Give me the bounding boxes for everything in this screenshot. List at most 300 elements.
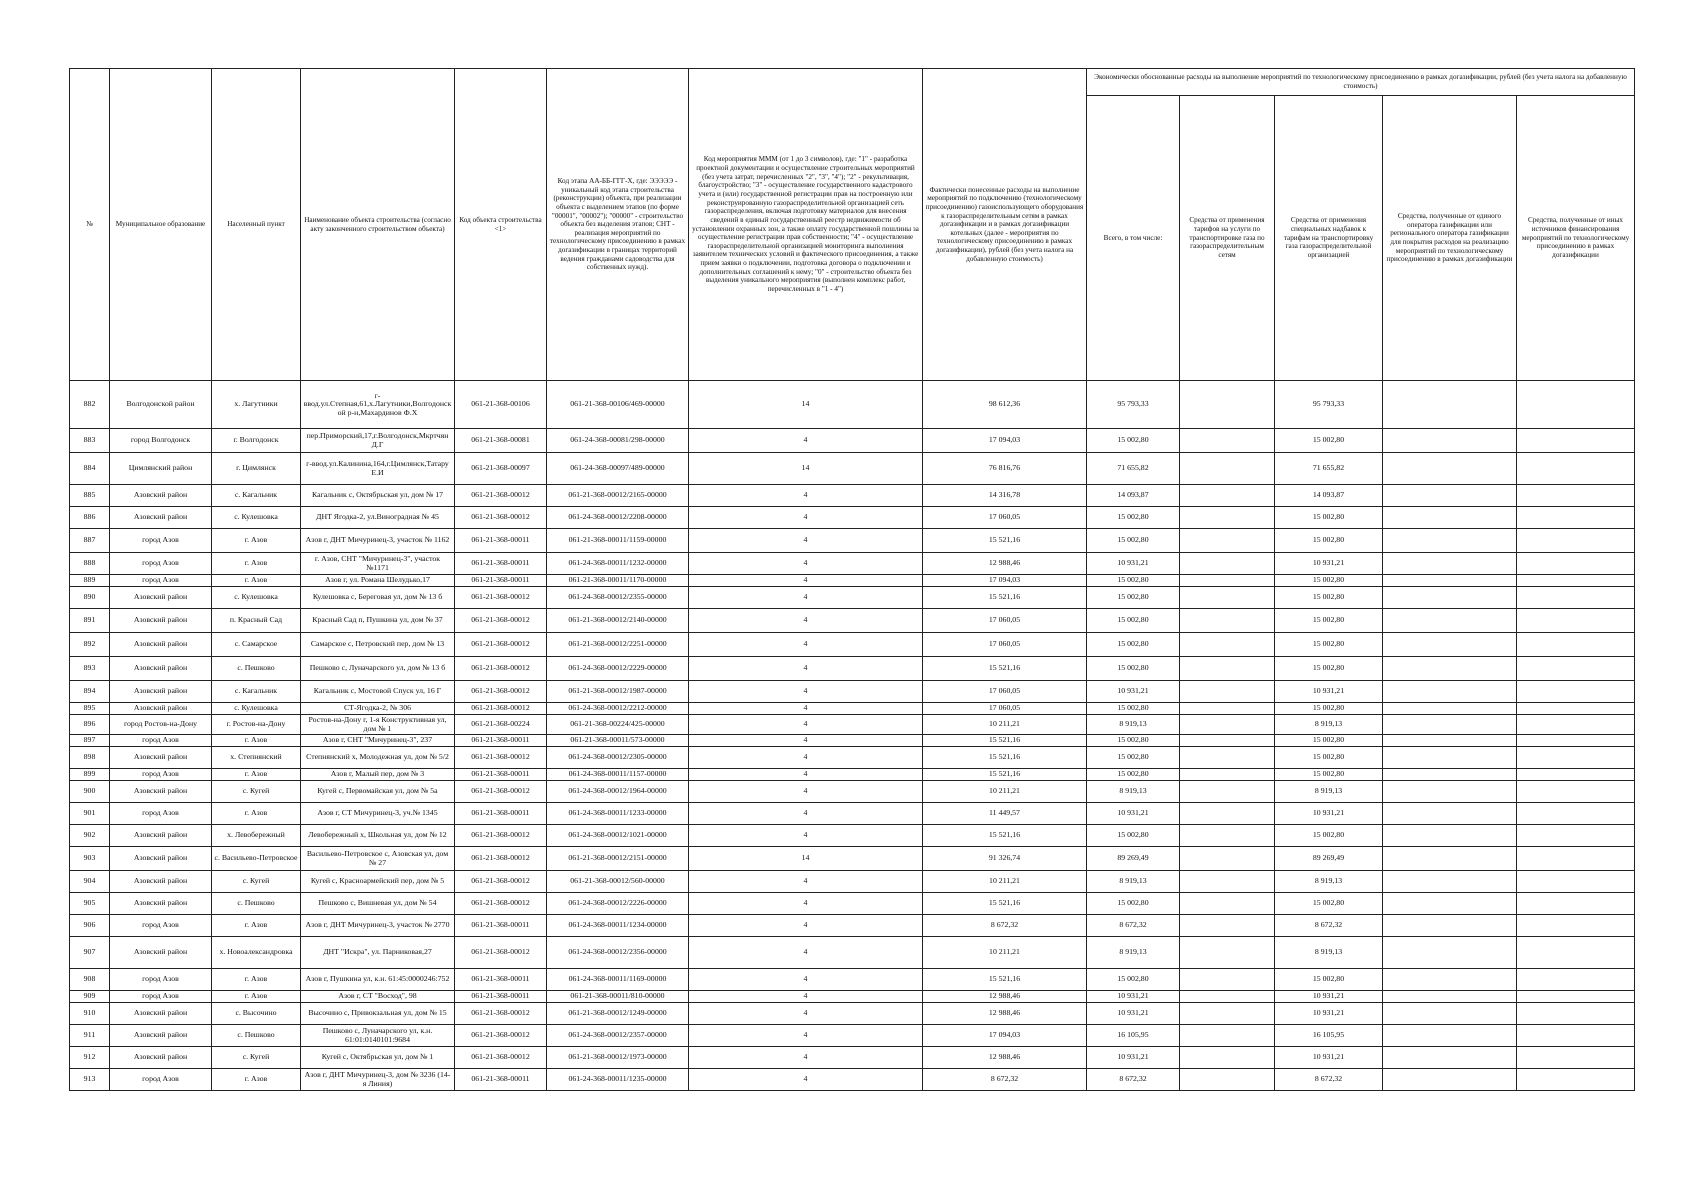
cell-other-funds <box>1517 781 1635 803</box>
cell-other-funds <box>1517 937 1635 969</box>
cell-surcharge-funds: 8 919,13 <box>1275 871 1383 893</box>
cell-object-name: Самарское с, Петровский пер, дом № 13 <box>301 633 455 657</box>
cell-locality: с. Кулешовка <box>212 587 301 609</box>
cell-locality: г. Азов <box>212 735 301 747</box>
cell-municipality: Азовский район <box>110 1003 212 1025</box>
cell-tariff-funds <box>1180 715 1275 735</box>
cell-tariff-funds <box>1180 937 1275 969</box>
cell-measure-code: 4 <box>689 681 923 703</box>
cell-total: 15 002,80 <box>1087 769 1180 781</box>
cell-tariff-funds <box>1180 871 1275 893</box>
cell-object-code: 061-21-368-00012 <box>455 657 547 681</box>
cell-other-funds <box>1517 847 1635 871</box>
cell-tariff-funds <box>1180 485 1275 507</box>
cell-other-funds <box>1517 969 1635 991</box>
cell-stage-code: 061-21-368-00011/1159-00000 <box>547 529 689 553</box>
cell-municipality: город Азов <box>110 769 212 781</box>
table-row <box>70 1047 1635 1069</box>
cell-measure-code: 4 <box>689 781 923 803</box>
cell-object-code: 061-21-368-00012 <box>455 781 547 803</box>
cell-tariff-funds <box>1180 893 1275 915</box>
table-row <box>70 847 1635 871</box>
cell-municipality: Азовский район <box>110 633 212 657</box>
header-other-funds: Средства, полученные от иных источников финансирования мероприятий по технологическому присоединению в рамках догазификации <box>1517 96 1635 381</box>
cell-actual-costs: 12 988,46 <box>923 991 1087 1003</box>
cell-locality: г. Азов <box>212 1069 301 1091</box>
cell-other-funds <box>1517 747 1635 769</box>
cell-tariff-funds <box>1180 781 1275 803</box>
cell-locality: г. Азов <box>212 553 301 575</box>
cell-total: 15 002,80 <box>1087 657 1180 681</box>
cell-actual-costs: 15 521,16 <box>923 657 1087 681</box>
cell-object-code: 061-21-368-00011 <box>455 769 547 781</box>
cell-locality: г. Азов <box>212 969 301 991</box>
table-header <box>70 69 1635 381</box>
cell-surcharge-funds: 15 002,80 <box>1275 507 1383 529</box>
cell-actual-costs: 14 316,78 <box>923 485 1087 507</box>
cell-operator-funds <box>1383 1025 1517 1047</box>
cell-measure-code: 4 <box>689 715 923 735</box>
cell-num: 907 <box>70 937 110 969</box>
cell-operator-funds <box>1383 381 1517 429</box>
table-row <box>70 871 1635 893</box>
cell-operator-funds <box>1383 825 1517 847</box>
cell-locality: г. Азов <box>212 575 301 587</box>
cell-stage-code: 061-24-368-00012/2226-00000 <box>547 893 689 915</box>
cell-measure-code: 4 <box>689 587 923 609</box>
cell-total: 89 269,49 <box>1087 847 1180 871</box>
cell-num: 905 <box>70 893 110 915</box>
cell-total: 15 002,80 <box>1087 735 1180 747</box>
cell-locality: г. Азов <box>212 915 301 937</box>
cell-num: 908 <box>70 969 110 991</box>
table-row <box>70 553 1635 575</box>
cell-measure-code: 4 <box>689 991 923 1003</box>
cell-municipality: Азовский район <box>110 609 212 633</box>
cell-total: 16 105,95 <box>1087 1025 1180 1047</box>
cell-measure-code: 4 <box>689 507 923 529</box>
cell-operator-funds <box>1383 769 1517 781</box>
cell-num: 891 <box>70 609 110 633</box>
table-row <box>70 991 1635 1003</box>
cell-tariff-funds <box>1180 969 1275 991</box>
cell-surcharge-funds: 10 931,21 <box>1275 1003 1383 1025</box>
cell-locality: г. Волгодонск <box>212 429 301 453</box>
cell-locality: с. Кулешовка <box>212 507 301 529</box>
cell-operator-funds <box>1383 485 1517 507</box>
cell-stage-code: 061-24-368-00012/2357-00000 <box>547 1025 689 1047</box>
cell-operator-funds <box>1383 633 1517 657</box>
cell-operator-funds <box>1383 1069 1517 1091</box>
cell-num: 910 <box>70 1003 110 1025</box>
cell-municipality: Азовский район <box>110 747 212 769</box>
cell-total: 15 002,80 <box>1087 575 1180 587</box>
cell-object-code: 061-21-368-00012 <box>455 871 547 893</box>
cell-object-name: ДНТ Ягодка-2, ул.Виноградная № 45 <box>301 507 455 529</box>
cell-object-name: Высочино с, Привокзальная ул, дом № 15 <box>301 1003 455 1025</box>
cell-measure-code: 4 <box>689 657 923 681</box>
cell-other-funds <box>1517 1003 1635 1025</box>
cell-stage-code: 061-21-368-00012/2251-00000 <box>547 633 689 657</box>
cell-measure-code: 4 <box>689 485 923 507</box>
cell-object-name: Пешково с, Луначарского ул, к.н. 61:01:0140101:9684 <box>301 1025 455 1047</box>
cell-num: 890 <box>70 587 110 609</box>
table-row <box>70 1069 1635 1091</box>
cell-object-code: 061-21-368-00012 <box>455 485 547 507</box>
table-row <box>70 587 1635 609</box>
cell-actual-costs: 15 521,16 <box>923 893 1087 915</box>
cell-tariff-funds <box>1180 657 1275 681</box>
cell-tariff-funds <box>1180 575 1275 587</box>
cell-surcharge-funds: 10 931,21 <box>1275 803 1383 825</box>
cell-object-code: 061-21-368-00012 <box>455 747 547 769</box>
cell-tariff-funds <box>1180 681 1275 703</box>
cell-stage-code: 061-21-368-00012/1249-00000 <box>547 1003 689 1025</box>
cell-actual-costs: 98 612,36 <box>923 381 1087 429</box>
cell-object-name: Кугей с, Красноармейский пер, дом № 5 <box>301 871 455 893</box>
cell-locality: с. Кугей <box>212 1047 301 1069</box>
cell-stage-code: 061-21-368-00012/2151-00000 <box>547 847 689 871</box>
cell-municipality: город Волгодонск <box>110 429 212 453</box>
cell-locality: с. Васильево-Петровское <box>212 847 301 871</box>
cell-object-code: 061-21-368-00012 <box>455 1003 547 1025</box>
cell-total: 15 002,80 <box>1087 529 1180 553</box>
cell-num: 892 <box>70 633 110 657</box>
cell-total: 8 919,13 <box>1087 871 1180 893</box>
cell-other-funds <box>1517 769 1635 781</box>
cell-tariff-funds <box>1180 553 1275 575</box>
cell-surcharge-funds: 15 002,80 <box>1275 429 1383 453</box>
cell-object-name: Кулешовка с, Береговая ул, дом № 13 б <box>301 587 455 609</box>
cell-total: 95 793,33 <box>1087 381 1180 429</box>
table-row <box>70 485 1635 507</box>
cell-other-funds <box>1517 507 1635 529</box>
cell-total: 15 002,80 <box>1087 893 1180 915</box>
cell-total: 15 002,80 <box>1087 429 1180 453</box>
cell-object-code: 061-21-368-00012 <box>455 825 547 847</box>
cell-tariff-funds <box>1180 429 1275 453</box>
cell-object-name: пер.Приморский,17,г.Волгодонск,Мкртчян Д.Г <box>301 429 455 453</box>
table-row <box>70 703 1635 715</box>
cell-tariff-funds <box>1180 847 1275 871</box>
cell-object-name: Пешково с, Вишневая ул, дом № 54 <box>301 893 455 915</box>
cell-num: 900 <box>70 781 110 803</box>
cell-actual-costs: 15 521,16 <box>923 825 1087 847</box>
cell-surcharge-funds: 15 002,80 <box>1275 633 1383 657</box>
header-stage-code: Код этапа АА-ББ-ГГГ-Х, где: ЭЭЭЭЭ - уникальный код этапа строительства (реконструкции) объекта, при реализации объекта с выделением этапов (по форме "00001", "00002"); "00000" - строительство объекта без выделения этапов; СНТ - реализация мероприятий по технологическому присоединению в рамках догазификации в границах территорий ведения гражданами садоводства для собственных нужд). <box>547 69 689 381</box>
cell-measure-code: 4 <box>689 871 923 893</box>
cell-object-code: 061-21-368-00011 <box>455 969 547 991</box>
cell-num: 913 <box>70 1069 110 1091</box>
cell-locality: с. Кагальник <box>212 681 301 703</box>
cell-measure-code: 4 <box>689 969 923 991</box>
cell-num: 904 <box>70 871 110 893</box>
cell-actual-costs: 12 988,46 <box>923 1003 1087 1025</box>
cell-stage-code: 061-21-368-00224/425-00000 <box>547 715 689 735</box>
cell-object-name: Кагальник с, Мостовой Спуск ул, 16 Г <box>301 681 455 703</box>
cell-operator-funds <box>1383 747 1517 769</box>
cell-operator-funds <box>1383 507 1517 529</box>
cell-num: 906 <box>70 915 110 937</box>
cell-object-name: г. Азов, СНТ "Мичуринец-3", участок №1171 <box>301 553 455 575</box>
cell-object-code: 061-21-368-00011 <box>455 803 547 825</box>
cell-municipality: город Азов <box>110 529 212 553</box>
cell-object-name: Кугей с, Октябрьская ул, дом № 1 <box>301 1047 455 1069</box>
cell-object-code: 061-21-368-00012 <box>455 1047 547 1069</box>
cell-object-code: 061-21-368-00012 <box>455 587 547 609</box>
cell-actual-costs: 15 521,16 <box>923 747 1087 769</box>
cell-measure-code: 4 <box>689 825 923 847</box>
cell-object-code: 061-21-368-00012 <box>455 847 547 871</box>
cell-municipality: Азовский район <box>110 893 212 915</box>
cell-object-code: 061-21-368-00081 <box>455 429 547 453</box>
cell-object-name: Азов г, СТ "Восход", 98 <box>301 991 455 1003</box>
cell-measure-code: 4 <box>689 803 923 825</box>
cell-num: 896 <box>70 715 110 735</box>
table-row <box>70 747 1635 769</box>
cell-total: 10 931,21 <box>1087 991 1180 1003</box>
cell-municipality: Азовский район <box>110 657 212 681</box>
cell-measure-code: 4 <box>689 1069 923 1091</box>
cell-other-funds <box>1517 453 1635 485</box>
cell-locality: х. Левобережный <box>212 825 301 847</box>
cell-operator-funds <box>1383 991 1517 1003</box>
cell-other-funds <box>1517 485 1635 507</box>
cell-stage-code: 061-24-368-00012/1021-00000 <box>547 825 689 847</box>
table-row <box>70 381 1635 429</box>
cell-locality: с. Высочино <box>212 1003 301 1025</box>
table-row <box>70 1025 1635 1047</box>
cell-tariff-funds <box>1180 769 1275 781</box>
cell-num: 899 <box>70 769 110 781</box>
cell-stage-code: 061-21-368-00012/560-00000 <box>547 871 689 893</box>
cell-tariff-funds <box>1180 825 1275 847</box>
cell-num: 895 <box>70 703 110 715</box>
cell-actual-costs: 10 211,21 <box>923 937 1087 969</box>
header-operator-funds: Средства, полученные от единого оператора газификации или регионального оператора газификации для покрытия расходов на реализацию мероприятий по технологическому присоединению в рамках догазификации <box>1383 96 1517 381</box>
cell-measure-code: 4 <box>689 893 923 915</box>
cell-object-name: Азов г, СТ Мичуринец-3, уч.№ 1345 <box>301 803 455 825</box>
cell-locality: с. Самарское <box>212 633 301 657</box>
cell-object-name: Ростов-на-Дону г, 1-я Конструктивная ул, дом № 1 <box>301 715 455 735</box>
cell-total: 8 672,32 <box>1087 915 1180 937</box>
cell-measure-code: 4 <box>689 529 923 553</box>
cell-other-funds <box>1517 825 1635 847</box>
cell-stage-code: 061-21-368-00012/1973-00000 <box>547 1047 689 1069</box>
cell-surcharge-funds: 15 002,80 <box>1275 747 1383 769</box>
cell-surcharge-funds: 15 002,80 <box>1275 769 1383 781</box>
header-object-code: Код объекта строительства <1> <box>455 69 547 381</box>
cell-surcharge-funds: 10 931,21 <box>1275 553 1383 575</box>
cell-municipality: Азовский район <box>110 507 212 529</box>
table-row <box>70 575 1635 587</box>
cell-municipality: город Азов <box>110 915 212 937</box>
table-row <box>70 609 1635 633</box>
cell-locality: г. Азов <box>212 803 301 825</box>
cell-surcharge-funds: 8 919,13 <box>1275 937 1383 969</box>
cell-total: 15 002,80 <box>1087 747 1180 769</box>
cell-operator-funds <box>1383 657 1517 681</box>
cell-locality: с. Пешково <box>212 657 301 681</box>
cell-object-name: СТ-Ягодка-2, № 306 <box>301 703 455 715</box>
cell-operator-funds <box>1383 429 1517 453</box>
cell-total: 10 931,21 <box>1087 1047 1180 1069</box>
cell-object-name: Азов г, Малый пер, дом № 3 <box>301 769 455 781</box>
cell-municipality: Азовский район <box>110 587 212 609</box>
table-row <box>70 825 1635 847</box>
cell-municipality: Азовский район <box>110 937 212 969</box>
cell-object-code: 061-21-368-00011 <box>455 553 547 575</box>
cell-stage-code: 061-24-368-00012/2355-00000 <box>547 587 689 609</box>
header-surcharge-funds: Средства от применения специальных надбавок к тарифам на транспортировку газа газораспределительной организацией <box>1275 96 1383 381</box>
cell-other-funds <box>1517 1047 1635 1069</box>
cell-locality: с. Кугей <box>212 871 301 893</box>
cell-stage-code: 061-24-368-00011/1235-00000 <box>547 1069 689 1091</box>
table-row <box>70 1003 1635 1025</box>
cell-actual-costs: 11 449,57 <box>923 803 1087 825</box>
cell-actual-costs: 17 094,03 <box>923 575 1087 587</box>
cell-measure-code: 4 <box>689 915 923 937</box>
cell-object-code: 061-21-368-00011 <box>455 915 547 937</box>
cell-stage-code: 061-24-368-00012/2356-00000 <box>547 937 689 969</box>
cell-surcharge-funds: 15 002,80 <box>1275 969 1383 991</box>
cell-municipality: город Азов <box>110 803 212 825</box>
cell-object-code: 061-21-368-00012 <box>455 681 547 703</box>
header-total: Всего, в том числе: <box>1087 96 1180 381</box>
cell-object-name: Васильево-Петровское с, Азовская ул, дом № 27 <box>301 847 455 871</box>
table-row <box>70 681 1635 703</box>
cell-object-code: 061-21-368-00012 <box>455 1025 547 1047</box>
cell-tariff-funds <box>1180 1025 1275 1047</box>
cell-tariff-funds <box>1180 735 1275 747</box>
cell-surcharge-funds: 8 672,32 <box>1275 915 1383 937</box>
cell-tariff-funds <box>1180 803 1275 825</box>
cell-surcharge-funds: 15 002,80 <box>1275 893 1383 915</box>
cell-stage-code: 061-21-368-00011/810-00000 <box>547 991 689 1003</box>
cell-object-code: 061-21-368-00012 <box>455 609 547 633</box>
cell-stage-code: 061-24-368-00081/298-00000 <box>547 429 689 453</box>
cell-measure-code: 4 <box>689 609 923 633</box>
cell-object-code: 061-21-368-00012 <box>455 893 547 915</box>
cell-municipality: Азовский район <box>110 781 212 803</box>
cell-actual-costs: 10 211,21 <box>923 781 1087 803</box>
cell-num: 889 <box>70 575 110 587</box>
cell-num: 882 <box>70 381 110 429</box>
cell-surcharge-funds: 15 002,80 <box>1275 657 1383 681</box>
table-row <box>70 507 1635 529</box>
cell-stage-code: 061-24-368-00012/2229-00000 <box>547 657 689 681</box>
cell-operator-funds <box>1383 1047 1517 1069</box>
cell-municipality: город Азов <box>110 575 212 587</box>
cell-operator-funds <box>1383 609 1517 633</box>
cell-object-code: 061-21-368-00012 <box>455 703 547 715</box>
cell-num: 912 <box>70 1047 110 1069</box>
cell-num: 885 <box>70 485 110 507</box>
cell-actual-costs: 91 326,74 <box>923 847 1087 871</box>
cell-municipality: город Азов <box>110 1069 212 1091</box>
cell-surcharge-funds: 15 002,80 <box>1275 703 1383 715</box>
cell-municipality: город Азов <box>110 735 212 747</box>
table-row <box>70 529 1635 553</box>
cell-other-funds <box>1517 429 1635 453</box>
cell-tariff-funds <box>1180 633 1275 657</box>
cell-num: 902 <box>70 825 110 847</box>
cell-other-funds <box>1517 915 1635 937</box>
table-row <box>70 893 1635 915</box>
cell-surcharge-funds: 10 931,21 <box>1275 681 1383 703</box>
cell-other-funds <box>1517 893 1635 915</box>
cell-tariff-funds <box>1180 587 1275 609</box>
cell-total: 8 919,13 <box>1087 715 1180 735</box>
cell-municipality: Азовский район <box>110 1025 212 1047</box>
cell-locality: с. Кугей <box>212 781 301 803</box>
header-locality: Населенный пункт <box>212 69 301 381</box>
table-row <box>70 803 1635 825</box>
cell-operator-funds <box>1383 803 1517 825</box>
cell-municipality: Азовский район <box>110 871 212 893</box>
cell-total: 8 672,32 <box>1087 1069 1180 1091</box>
cell-actual-costs: 8 672,32 <box>923 915 1087 937</box>
cell-total: 10 931,21 <box>1087 803 1180 825</box>
cell-total: 15 002,80 <box>1087 587 1180 609</box>
cell-other-funds <box>1517 587 1635 609</box>
cell-other-funds <box>1517 703 1635 715</box>
cell-municipality: город Азов <box>110 969 212 991</box>
cell-other-funds <box>1517 991 1635 1003</box>
header-actual-costs: Фактически понесенные расходы на выполнение мероприятий по подключению (технологическому присоединению) газоиспользующего оборудования к газораспределительным сетям в рамках догазификации и в рамках догазификации котельных (далее - мероприятия по технологическому присоединению в рамках догазификации), рублей (без учета налога на добавленную стоимость) <box>923 69 1087 381</box>
cell-total: 10 931,21 <box>1087 553 1180 575</box>
cell-surcharge-funds: 15 002,80 <box>1275 825 1383 847</box>
cell-locality: г. Азов <box>212 991 301 1003</box>
cell-surcharge-funds: 8 672,32 <box>1275 1069 1383 1091</box>
cell-measure-code: 4 <box>689 747 923 769</box>
cell-measure-code: 4 <box>689 1025 923 1047</box>
cell-measure-code: 14 <box>689 381 923 429</box>
cell-total: 15 002,80 <box>1087 507 1180 529</box>
cell-actual-costs: 8 672,32 <box>923 1069 1087 1091</box>
cell-object-code: 061-21-368-00224 <box>455 715 547 735</box>
cell-measure-code: 14 <box>689 453 923 485</box>
table-row <box>70 715 1635 735</box>
cell-stage-code: 061-21-368-00012/2165-00000 <box>547 485 689 507</box>
cell-measure-code: 4 <box>689 429 923 453</box>
cell-tariff-funds <box>1180 747 1275 769</box>
cell-object-code: 061-21-368-00012 <box>455 937 547 969</box>
cell-num: 884 <box>70 453 110 485</box>
cell-operator-funds <box>1383 575 1517 587</box>
cell-object-code: 061-21-368-00106 <box>455 381 547 429</box>
cell-stage-code: 061-24-368-00011/1169-00000 <box>547 969 689 991</box>
cell-actual-costs: 17 094,03 <box>923 1025 1087 1047</box>
cell-tariff-funds <box>1180 1047 1275 1069</box>
cell-municipality: Азовский район <box>110 1047 212 1069</box>
cell-surcharge-funds: 16 105,95 <box>1275 1025 1383 1047</box>
table-row <box>70 915 1635 937</box>
cell-stage-code: 061-24-368-00011/1232-00000 <box>547 553 689 575</box>
header-num: № <box>70 69 110 381</box>
cell-municipality: город Азов <box>110 991 212 1003</box>
table-row <box>70 969 1635 991</box>
cell-stage-code: 061-21-368-00011/1170-00000 <box>547 575 689 587</box>
cell-surcharge-funds: 8 919,13 <box>1275 715 1383 735</box>
cell-operator-funds <box>1383 937 1517 969</box>
header-tariff-funds: Средства от применения тарифов на услуги по транспортировке газа по газораспределительным сетям <box>1180 96 1275 381</box>
cell-num: 897 <box>70 735 110 747</box>
cell-object-name: Азов г, ДНТ Мичуринец-3, участок № 1162 <box>301 529 455 553</box>
cell-actual-costs: 17 094,03 <box>923 429 1087 453</box>
cell-object-code: 061-21-368-00011 <box>455 991 547 1003</box>
cell-locality: г. Ростов-на-Дону <box>212 715 301 735</box>
